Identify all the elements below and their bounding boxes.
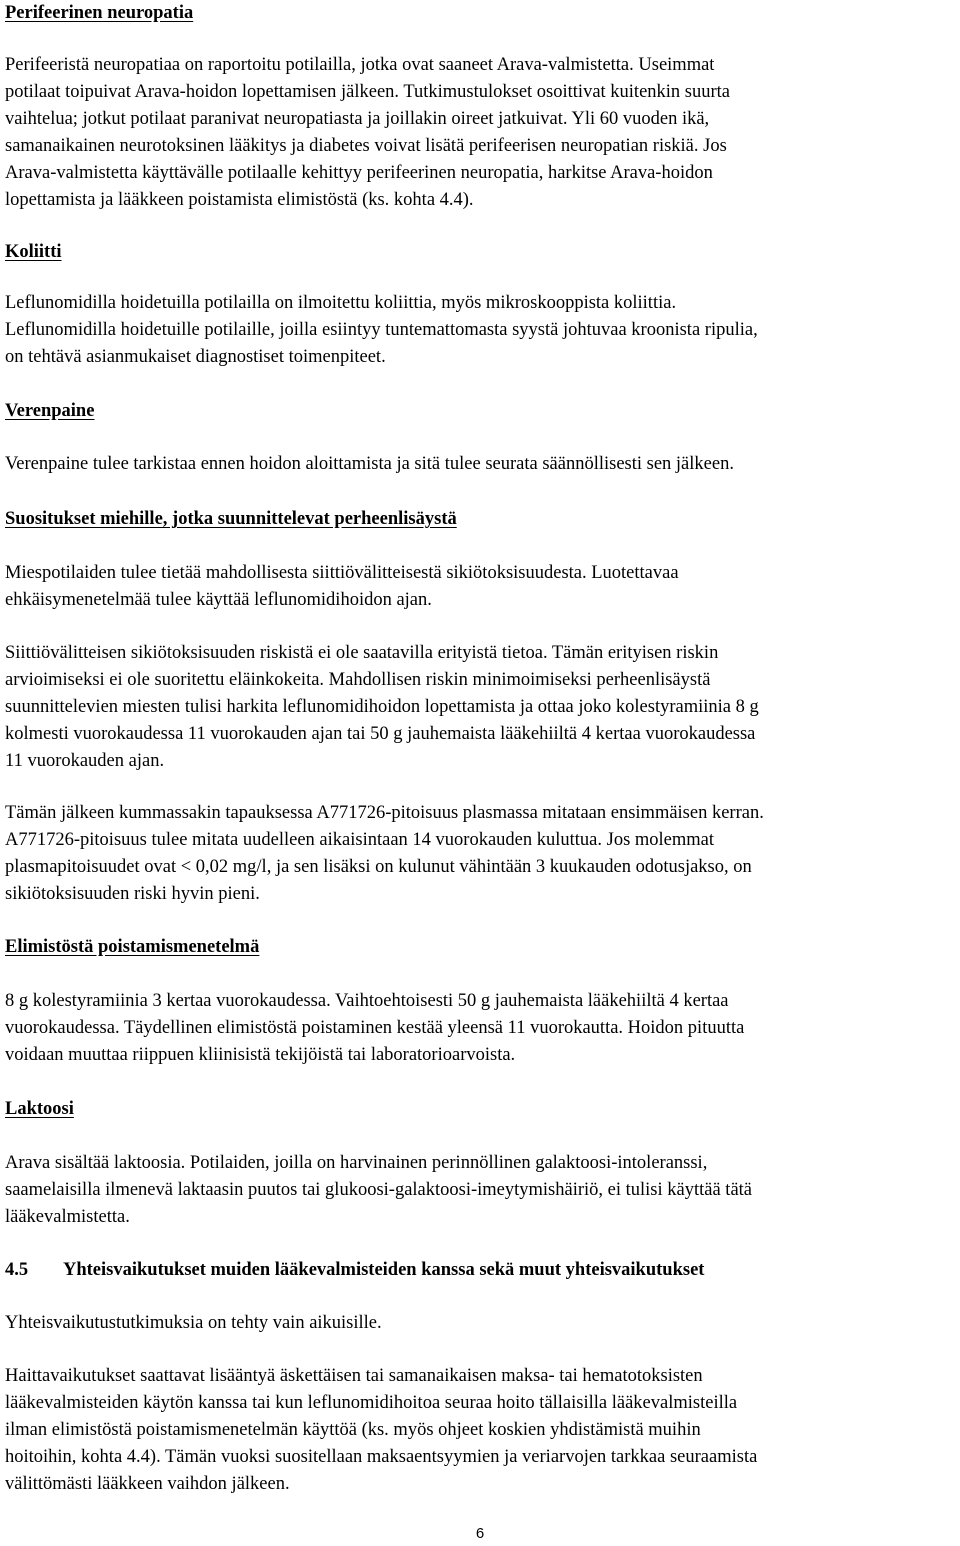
text-line: 8 g kolestyramiinia 3 kertaa vuorokaudessa. Vaihtoehtoisesti 50 g jauhemaista lääkehiiltä 4 kertaa [5, 991, 729, 1011]
paragraph-4-5-1 [5, 1310, 955, 1337]
text-line: ilman elimistöstä poistamismenetelmän käyttöä (ks. myös ohjeet koskien yhdistämistä muihin [5, 1420, 701, 1440]
heading-suositukset-miehille: Suositukset miehille, jotka suunnittelevat perheenlisäystä [5, 509, 457, 529]
text-line: Siittiövälitteisen sikiötoksisuuden riskistä ei ole saatavilla erityistä tietoa. Tämän erityisen riskin [5, 643, 719, 663]
text-line: arvioimiseksi ei ole suoritettu eläinkokeita. Mahdollisen riskin minimoimiseksi perheenlisäystä [5, 670, 711, 690]
section-title: Yhteisvaikutukset muiden lääkevalmisteiden kanssa sekä muut yhteisvaikutukset [63, 1260, 705, 1280]
paragraph-suositukset-2 [5, 640, 955, 775]
text-line: kolmesti vuorokaudessa 11 vuorokauden ajan tai 50 g jauhemaista lääkehiiltä 4 kertaa vuorokaudessa [5, 724, 756, 744]
text-line: 11 vuorokauden ajan. [5, 751, 165, 771]
text-line: Arava-valmistetta käyttävälle potilaalle kehittyy perifeerinen neuropatia, harkitse Arava-hoidon [5, 163, 713, 183]
text-line: Perifeeristä neuropatiaa on raportoitu potilailla, jotka ovat saaneet Arava-valmistetta. Useimmat [5, 55, 715, 75]
text-line: suunnittelevien miesten tulisi harkita leflunomidihoidon lopettamista ja ottaa joko kolestyramiinia 8 g [5, 697, 759, 717]
paragraph-perifeerinen-neuropatia [5, 52, 955, 214]
paragraph-verenpaine [5, 451, 955, 478]
text-line: saamelaisilla ilmenevä laktaasin puutos tai glukoosi-galaktoosi-imeytymishäiriö, ei tulisi käyttää tätä [5, 1180, 753, 1200]
page-number: 6 [475, 1525, 485, 1542]
text-line: Arava sisältää laktoosia. Potilaiden, joilla on harvinainen perinnöllinen galaktoosi-intoleranssi, [5, 1153, 708, 1173]
heading-elimistosta-poistamismenetelma: Elimistöstä poistamismenetelmä [5, 937, 260, 957]
paragraph-suositukset-3 [5, 800, 955, 908]
text-line: A771726-pitoisuus tulee mitata uudelleen aikaisintaan 14 vuorokauden kuluttua. Jos molemmat [5, 830, 715, 850]
text-line: lääkevalmisteiden käytön kanssa tai kun leflunomidihoitoa seuraa hoito tällaisilla lääkevalmisteilla [5, 1393, 738, 1413]
text-line: samanaikainen neurotoksinen lääkitys ja diabetes voivat lisätä perifeerisen neuropatian riskiä. Jos [5, 136, 727, 156]
text-line: lääkevalmistetta. [5, 1207, 130, 1227]
heading-perifeerinen-neuropatia: Perifeerinen neuropatia [5, 3, 194, 23]
text-line: potilaat toipuivat Arava-hoidon lopettamisen jälkeen. Tutkimustulokset osoittivat kuitenkin suurta [5, 82, 731, 102]
heading-verenpaine: Verenpaine [5, 401, 95, 421]
text-line: välittömästi lääkkeen vaihdon jälkeen. [5, 1474, 290, 1494]
text-line: vuorokaudessa. Täydellinen elimistöstä poistaminen kestää yleensä 11 vuorokautta. Hoidon pituutta [5, 1018, 745, 1038]
section-heading-4-5 [5, 1257, 704, 1284]
text-line: lopettamista ja lääkkeen poistamista elimistöstä (ks. kohta 4.4). [5, 190, 474, 210]
text-line: plasmapitoisuudet ovat < 0,02 mg/l, ja sen lisäksi on kulunut vähintään 3 kuukauden odotusjakso, on [5, 857, 752, 877]
paragraph-laktoosi [5, 1150, 955, 1231]
text-line: Verenpaine tulee tarkistaa ennen hoidon aloittamista ja sitä tulee seurata säännöllisesti sen jälkeen. [5, 454, 734, 474]
text-line: hoitoihin, kohta 4.4). Tämän vuoksi suositellaan maksaentsyymien ja veriarvojen tarkkaa seuraamista [5, 1447, 758, 1467]
paragraph-elimistosta [5, 988, 955, 1069]
heading-koliitti: Koliitti [5, 242, 62, 262]
text-line: on tehtävä asianmukaiset diagnostiset toimenpiteet. [5, 347, 386, 367]
heading-laktoosi: Laktoosi [5, 1099, 74, 1119]
text-line: Haittavaikutukset saattavat lisääntyä äskettäisen tai samanaikaisen maksa- tai hematotoksisten [5, 1366, 703, 1386]
text-line: Leflunomidilla hoidetuilla potilailla on ilmoitettu koliittia, myös mikroskooppista koliittia. [5, 293, 677, 313]
text-line: Tämän jälkeen kummassakin tapauksessa A771726-pitoisuus plasmassa mitataan ensimmäisen kerran. [5, 803, 764, 823]
text-line: ehkäisymenetelmää tulee käyttää leflunomidihoidon ajan. [5, 590, 432, 610]
paragraph-suositukset-1 [5, 560, 955, 614]
text-line: vaihtelua; jotkut potilaat paranivat neuropatiasta ja joillakin oireet jatkuivat. Yli 60 vuoden ikä, [5, 109, 710, 129]
text-line: Leflunomidilla hoidetuille potilaille, joilla esiintyy tuntemattomasta syystä johtuvaa kroonista ripulia, [5, 320, 758, 340]
paragraph-koliitti [5, 290, 955, 371]
text-line: Yhteisvaikutustutkimuksia on tehty vain aikuisille. [5, 1313, 382, 1333]
section-number: 4.5 [5, 1260, 29, 1280]
text-line: voidaan muuttaa riippuen kliinisistä tekijöistä tai laboratorioarvoista. [5, 1045, 516, 1065]
text-line: Miespotilaiden tulee tietää mahdollisesta siittiövälitteisestä sikiötoksisuudesta. Luotettavaa [5, 563, 679, 583]
paragraph-4-5-2 [5, 1363, 955, 1498]
text-line: sikiötoksisuuden riski hyvin pieni. [5, 884, 260, 904]
